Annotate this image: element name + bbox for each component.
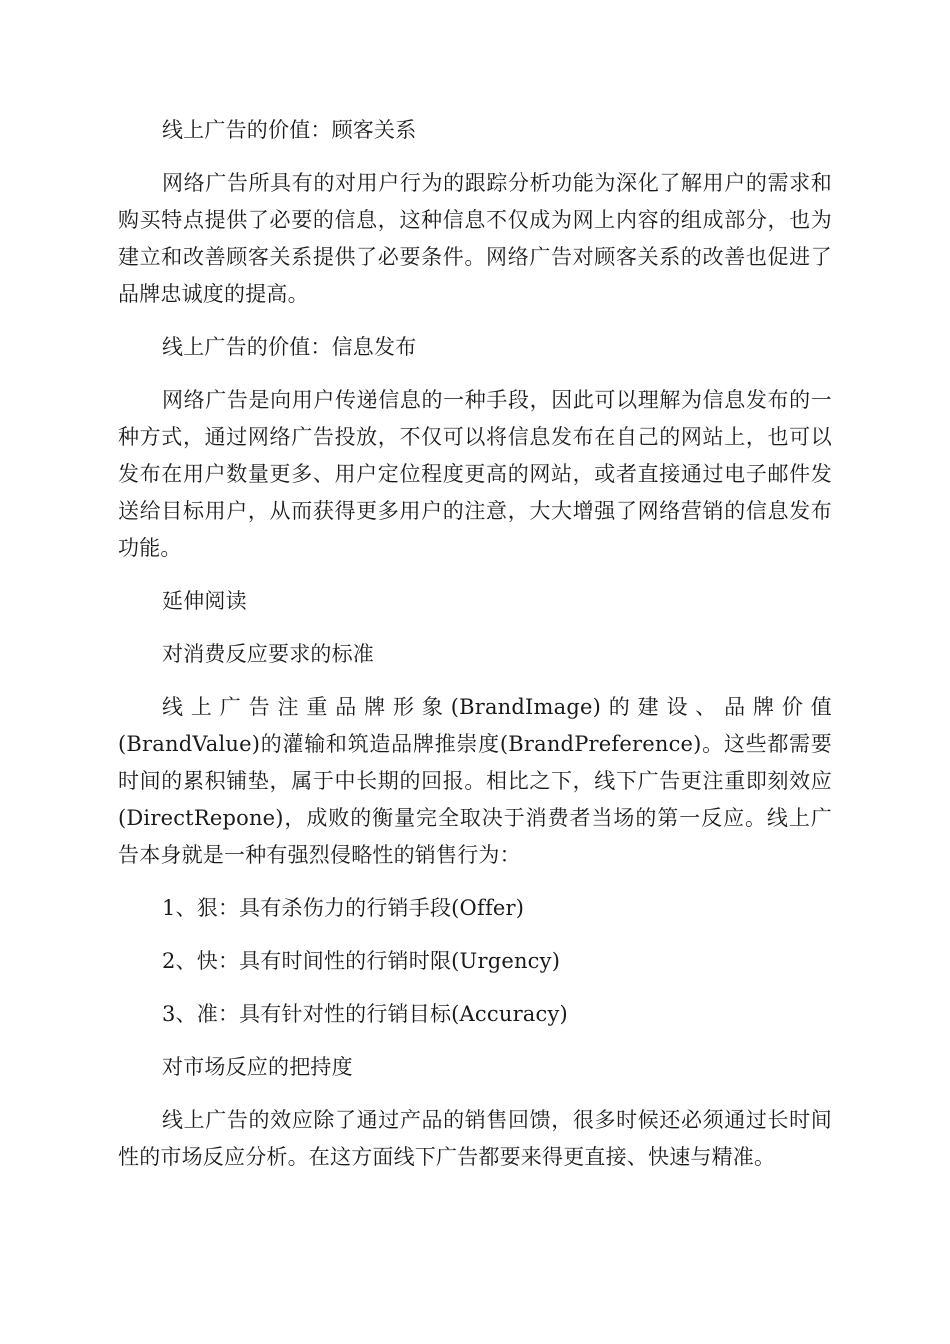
paragraph-customer-relations: 网络广告所具有的对用户行为的跟踪分析功能为深化了解用户的需求和购买特点提供了必要的信息，这种信息不仅成为网上内容的组成部分，也为建立和改善顾客关系提供了必要条件。网络广告对顾客关系的改善也促进了品牌忠诚度的提高。 xyxy=(118,171,832,306)
section-heading-extended-reading: 延伸阅读 xyxy=(162,589,247,613)
paragraph-market-response: 线上广告的效应除了通过产品的销售回馈，很多时候还必须通过长时间性的市场反应分析。在这方面线下广告都要来得更直接、快速与精准。 xyxy=(118,1108,832,1169)
list-item-offer: 1、狠：具有杀伤力的行销手段(Offer) xyxy=(162,896,525,920)
document-page xyxy=(118,112,832,1192)
section-heading-customer-relations: 线上广告的价值：顾客关系 xyxy=(162,118,417,142)
section-heading-market-response: 对市场反应的把持度 xyxy=(162,1055,353,1079)
paragraph-consumer-response: 线上广告注重品牌形象(BrandImage)的建设、品牌价值(BrandValue)的灌输和筑造品牌推崇度(BrandPreference)。这些都需要时间的累积铺垫，属于中长期的回报。相比之下，线下广告更注重即刻效应(DirectRepone)，成败的衡量完全取决于消费者当场的第一反应。线上广告本身就是一种有强烈侵略性的销售行为： xyxy=(118,695,832,867)
section-heading-consumer-response: 对消费反应要求的标准 xyxy=(162,642,374,666)
list-item-urgency: 2、快：具有时间性的行销时限(Urgency) xyxy=(162,949,561,973)
section-heading-info-publishing: 线上广告的价值：信息发布 xyxy=(162,335,417,359)
list-item-accuracy: 3、准：具有针对性的行销目标(Accuracy) xyxy=(162,1002,568,1026)
paragraph-info-publishing: 网络广告是向用户传递信息的一种手段，因此可以理解为信息发布的一种方式，通过网络广告投放，不仅可以将信息发布在自己的网站上，也可以发布在用户数量更多、用户定位程度更高的网站，或者直接通过电子邮件发送给目标用户，从而获得更多用户的注意，大大增强了网络营销的信息发布功能。 xyxy=(118,388,832,560)
